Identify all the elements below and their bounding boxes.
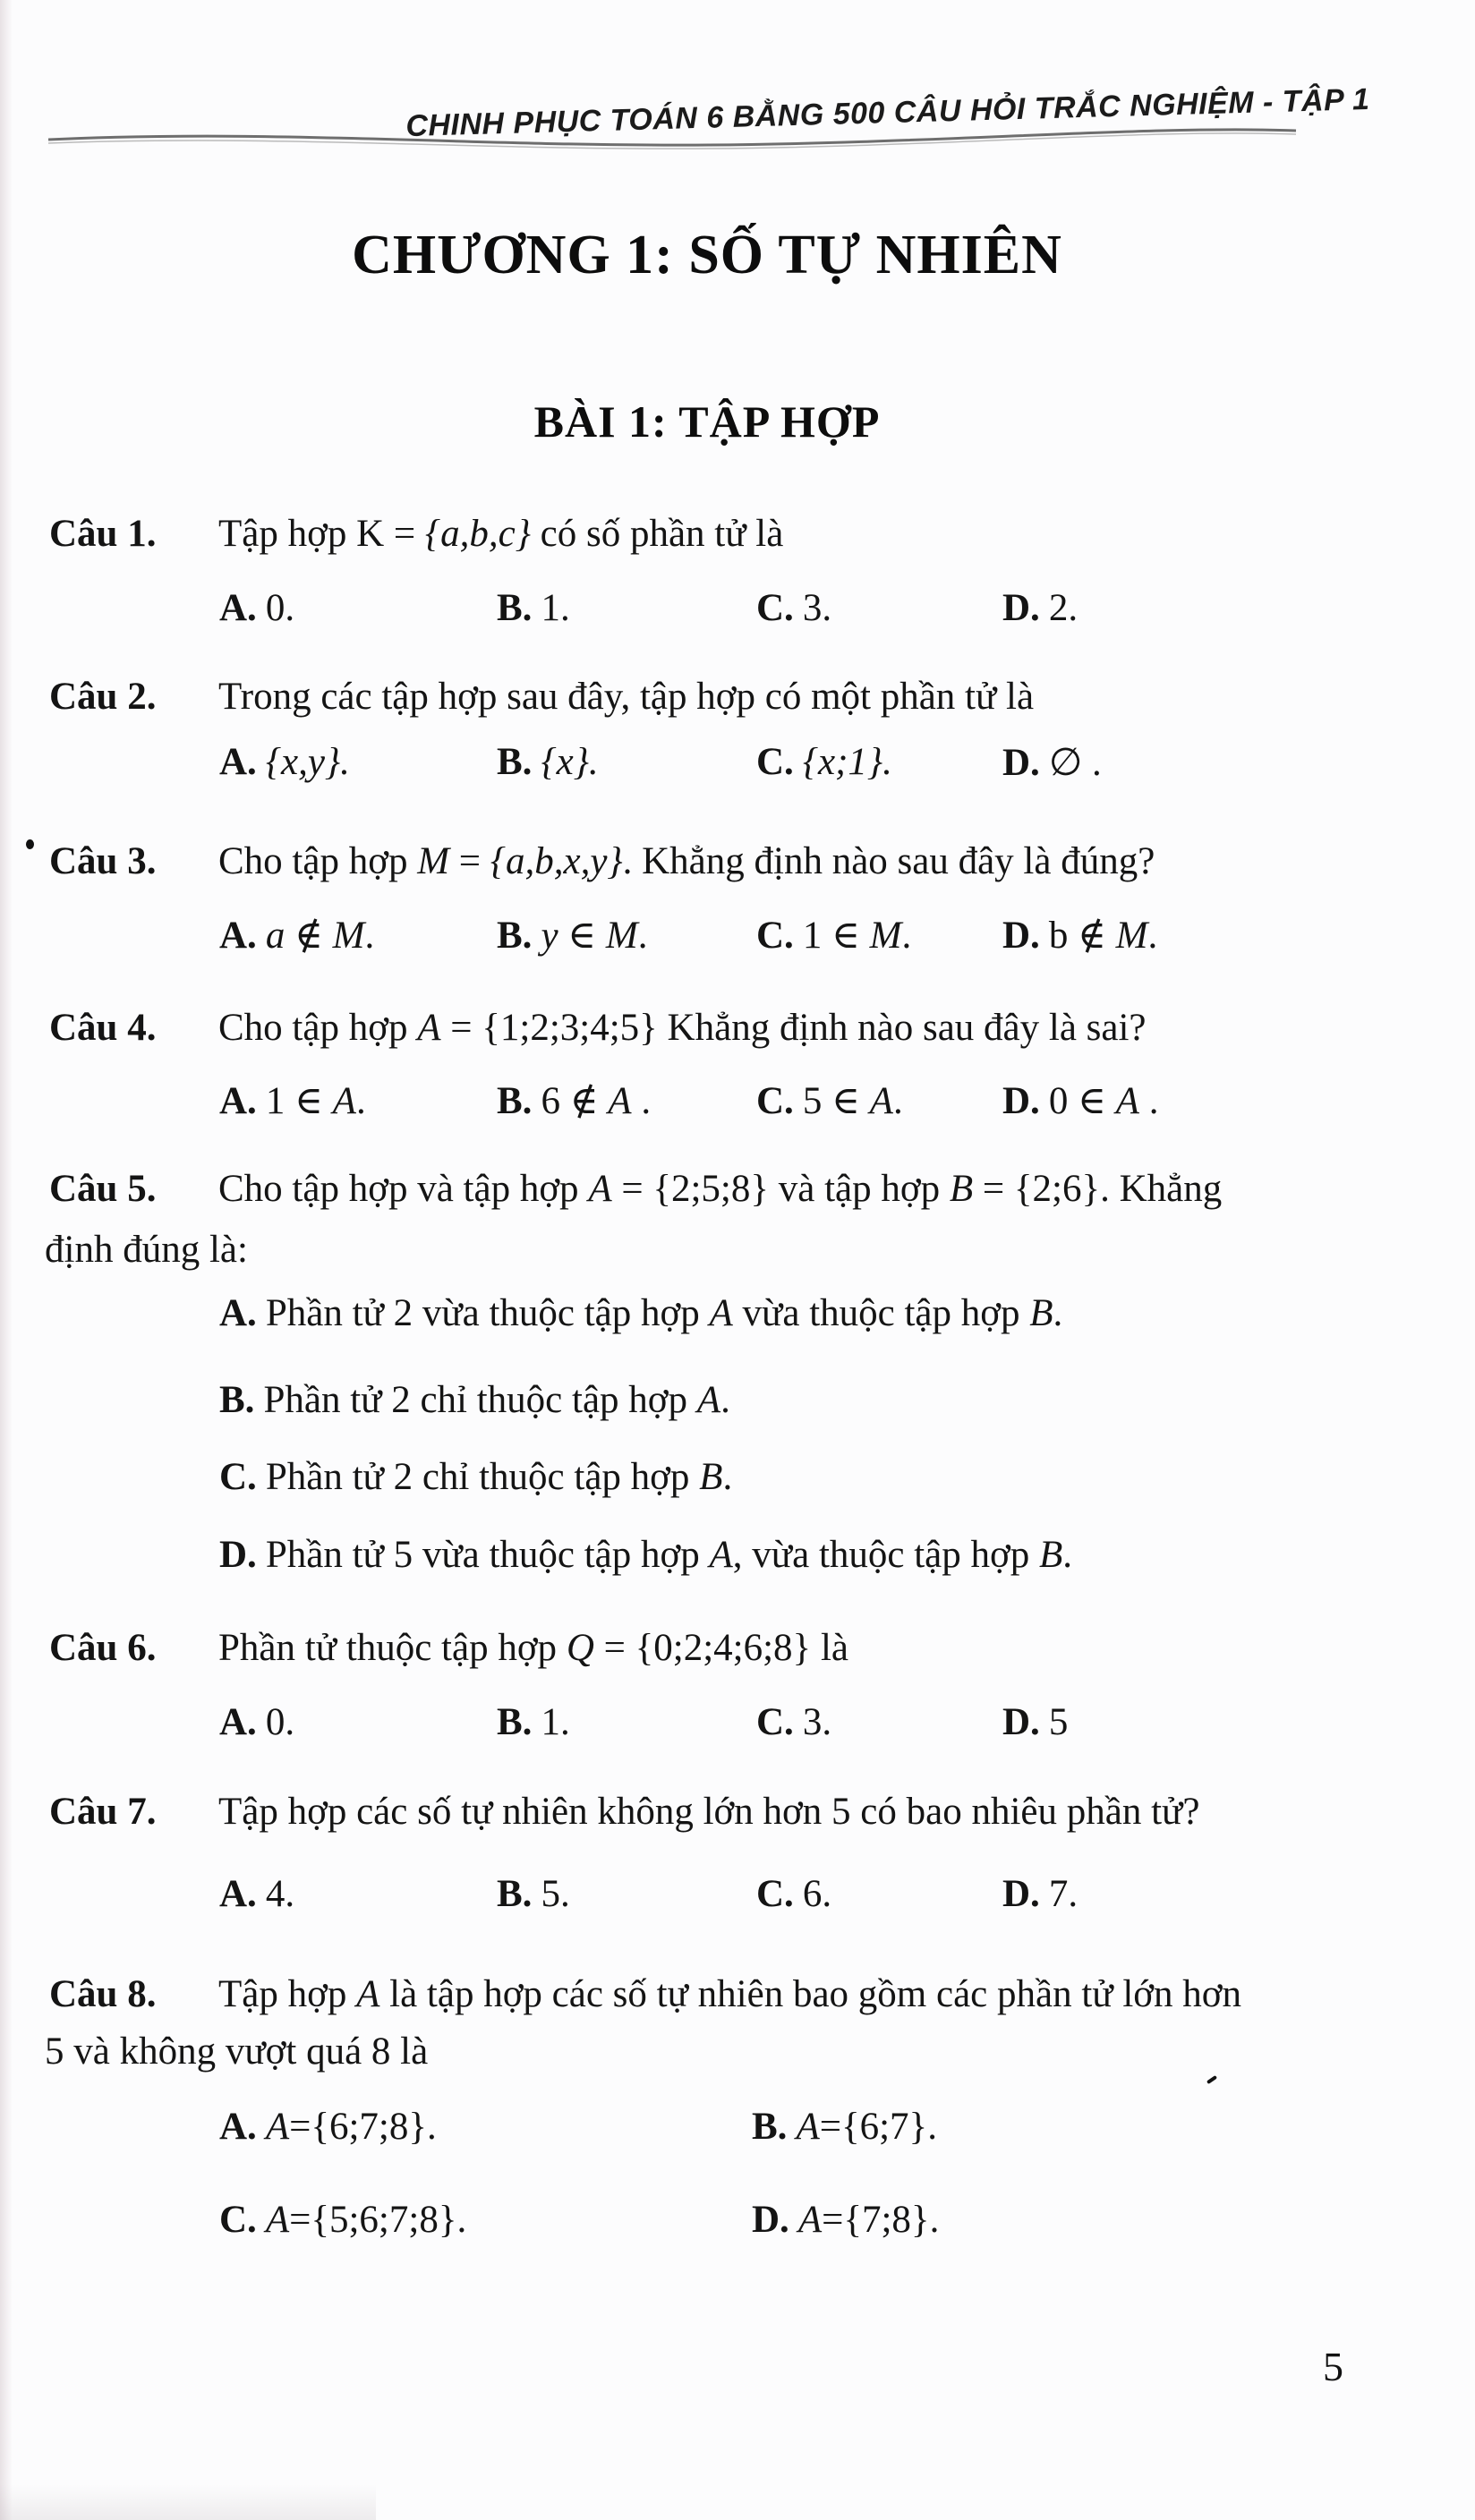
- chapter-title: CHƯƠNG 1: SỐ TỰ NHIÊN: [352, 225, 1062, 285]
- option-letter: C.: [756, 1701, 794, 1743]
- question-2-text: Trong các tập hợp sau đây, tập hợp có một phần tử là: [218, 676, 1035, 718]
- question-4-option-a: [219, 1078, 366, 1123]
- option-text: {x,y}.: [265, 741, 350, 783]
- option-letter: B.: [497, 915, 533, 957]
- option-text: 0.: [265, 587, 295, 629]
- question-7-text: Tập hợp các số tự nhiên không lớn hơn 5 có bao nhiêu phần tử?: [218, 1791, 1200, 1833]
- option-text: 1.: [541, 587, 570, 629]
- question-2: [49, 673, 1439, 721]
- option-text: 3.: [802, 587, 832, 629]
- question-5-text-line2: định đúng là:: [45, 1229, 248, 1271]
- question-1-option-c: [756, 586, 831, 630]
- question-7-options: [0, 1872, 1475, 1926]
- scan-speck: [26, 839, 34, 849]
- question-3: [49, 838, 1439, 886]
- option-letter: A.: [219, 1292, 257, 1334]
- option-text: y ∈ M.: [541, 915, 648, 957]
- option-text: 1 ∈ A.: [265, 1080, 366, 1122]
- question-6-label: Câu 6.: [49, 1627, 157, 1669]
- header-rule-line: [47, 120, 1298, 156]
- option-letter: D.: [1002, 1873, 1040, 1915]
- question-2-option-c: [756, 740, 892, 784]
- question-3-option-a: [219, 913, 374, 958]
- option-text: A={6;7}.: [796, 2106, 937, 2148]
- question-2-option-d: [1002, 740, 1102, 785]
- question-6-option-a: [219, 1700, 294, 1744]
- question-5-text: Cho tập hợp và tập hợp A = {2;5;8} và tập hợp B = {2;6}. Khẳng: [218, 1168, 1223, 1210]
- question-5-option-d: [219, 1533, 1072, 1577]
- option-letter: C.: [756, 1080, 794, 1122]
- question-4: [49, 1004, 1439, 1052]
- question-4-label: Câu 4.: [49, 1007, 157, 1049]
- option-text: Phần tử 2 chỉ thuộc tập hợp A.: [263, 1379, 730, 1421]
- question-3-options: [0, 913, 1475, 966]
- option-letter: B.: [497, 741, 533, 783]
- option-letter: D.: [1002, 587, 1040, 629]
- question-5: [49, 1165, 1439, 1213]
- question-8-label: Câu 8.: [49, 1973, 157, 2015]
- option-text: 5 ∈ A.: [802, 1080, 903, 1122]
- option-text: 0.: [265, 1701, 295, 1743]
- question-2-option-a: [219, 740, 350, 784]
- option-letter: B.: [752, 2106, 788, 2148]
- question-1-option-a: [219, 586, 294, 630]
- scan-smudge: [0, 2484, 376, 2520]
- option-text: Phần tử 5 vừa thuộc tập hợp A, vừa thuộc tập hợp B.: [265, 1534, 1073, 1576]
- option-text: A={7;8}.: [797, 2199, 940, 2241]
- question-2-option-b: [497, 740, 599, 784]
- question-4-option-c: [756, 1078, 903, 1123]
- option-letter: B.: [497, 1701, 533, 1743]
- question-3-option-d: [1002, 913, 1157, 958]
- question-6-options: [0, 1700, 1475, 1754]
- option-text: A={6;7;8}.: [265, 2106, 437, 2148]
- option-text: 5: [1048, 1701, 1069, 1743]
- option-letter: A.: [219, 915, 257, 957]
- question-4-text: Cho tập hợp A = {1;2;3;4;5} Khẳng định nào sau đây là sai?: [218, 1007, 1147, 1049]
- question-1: [49, 510, 1439, 558]
- question-3-option-c: [756, 913, 911, 958]
- page-header-banner: CHINH PHỤC TOÁN 6 BẰNG 500 CÂU HỎI TRẮC NGHIỆM - TẬP 1: [405, 82, 1370, 144]
- option-text: ∅ .: [1048, 742, 1102, 784]
- question-7-option-a: [219, 1872, 294, 1916]
- question-2-options: [0, 740, 1475, 794]
- option-letter: A.: [219, 741, 257, 783]
- option-text: 3.: [802, 1701, 832, 1743]
- option-letter: B.: [219, 1379, 255, 1421]
- question-6-option-b: [497, 1700, 570, 1744]
- option-text: A={5;6;7;8}.: [265, 2199, 467, 2241]
- question-7: [49, 1788, 1439, 1836]
- option-letter: A.: [219, 1873, 257, 1915]
- question-2-label: Câu 2.: [49, 676, 157, 718]
- option-letter: C.: [756, 1873, 794, 1915]
- option-letter: C.: [756, 587, 794, 629]
- scan-speck: [1206, 2075, 1217, 2084]
- question-8-option-d: [752, 2198, 939, 2242]
- question-7-option-d: [1002, 1872, 1078, 1916]
- question-8: [49, 1971, 1439, 2019]
- question-3-label: Câu 3.: [49, 840, 157, 882]
- option-letter: D.: [1002, 915, 1040, 957]
- question-7-label: Câu 7.: [49, 1791, 157, 1833]
- question-5-label: Câu 5.: [49, 1168, 157, 1210]
- question-8-option-c: [219, 2198, 466, 2242]
- question-6-option-c: [756, 1700, 831, 1744]
- question-5-option-c: [219, 1455, 732, 1499]
- question-5-option-b: [219, 1378, 730, 1422]
- option-text: 6.: [802, 1873, 832, 1915]
- option-text: Phần tử 2 vừa thuộc tập hợp A vừa thuộc tập hợp B.: [265, 1292, 1063, 1334]
- option-letter: D.: [752, 2199, 789, 2241]
- option-letter: A.: [219, 1080, 257, 1122]
- question-8-option-b: [752, 2105, 937, 2149]
- option-letter: A.: [219, 587, 257, 629]
- option-letter: C.: [756, 741, 794, 783]
- question-6: [49, 1624, 1439, 1673]
- option-text: 4.: [265, 1873, 295, 1915]
- option-text: {x}.: [541, 741, 599, 783]
- option-text: 1 ∈ M.: [802, 915, 912, 957]
- question-1-option-b: [497, 586, 570, 630]
- question-5-option-a: [219, 1291, 1062, 1335]
- question-6-text: Phần tử thuộc tập hợp Q = {0;2;4;6;8} là: [218, 1627, 848, 1669]
- question-1-label: Câu 1.: [49, 513, 157, 555]
- option-text: 2.: [1048, 587, 1079, 629]
- option-letter: D.: [1002, 1701, 1040, 1743]
- option-text: {x;1}.: [802, 741, 892, 783]
- lesson-title: BÀI 1: TẬP HỢP: [533, 396, 881, 447]
- question-7-option-c: [756, 1872, 831, 1916]
- question-8-text: Tập hợp A là tập hợp các số tự nhiên bao gồm các phần tử lớn hơn: [218, 1973, 1242, 2015]
- option-text: 6 ∉ A .: [541, 1080, 652, 1122]
- page-number: 5: [1323, 2344, 1343, 2389]
- question-1-option-d: [1002, 586, 1078, 630]
- option-letter: D.: [1002, 1080, 1040, 1122]
- question-8-options-row2: [0, 2198, 1475, 2252]
- option-text: a ∉ M.: [265, 915, 375, 957]
- question-6-option-d: [1002, 1700, 1068, 1744]
- option-text: 5.: [541, 1873, 570, 1915]
- option-letter: B.: [497, 1873, 533, 1915]
- option-text: b ∉ M.: [1048, 915, 1158, 957]
- question-7-option-b: [497, 1872, 570, 1916]
- option-letter: C.: [756, 915, 794, 957]
- option-text: Phần tử 2 chỉ thuộc tập hợp B.: [265, 1456, 733, 1498]
- question-3-text: Cho tập hợp M = {a,b,x,y}. Khẳng định nào sau đây là đúng?: [218, 840, 1155, 882]
- question-4-option-d: [1002, 1078, 1158, 1123]
- option-letter: D.: [219, 1534, 257, 1576]
- option-text: 7.: [1048, 1873, 1079, 1915]
- option-letter: C.: [219, 2199, 257, 2241]
- option-text: 1.: [541, 1701, 570, 1743]
- question-8-options-row1: [0, 2105, 1475, 2158]
- option-letter: B.: [497, 1080, 533, 1122]
- option-letter: A.: [219, 1701, 257, 1743]
- option-letter: A.: [219, 2106, 257, 2148]
- question-1-text: Tập hợp K = {a,b,c} có số phần tử là: [218, 513, 784, 555]
- option-letter: C.: [219, 1456, 257, 1498]
- question-8-text-line2: 5 và không vượt quá 8 là: [45, 2030, 429, 2073]
- question-4-options: [0, 1078, 1475, 1132]
- question-8-option-a: [219, 2105, 437, 2149]
- option-letter: D.: [1002, 742, 1040, 784]
- question-1-options: [0, 586, 1475, 640]
- option-text: 0 ∈ A .: [1048, 1080, 1159, 1122]
- option-letter: B.: [497, 587, 533, 629]
- question-3-option-b: [497, 913, 647, 958]
- question-4-option-b: [497, 1078, 651, 1123]
